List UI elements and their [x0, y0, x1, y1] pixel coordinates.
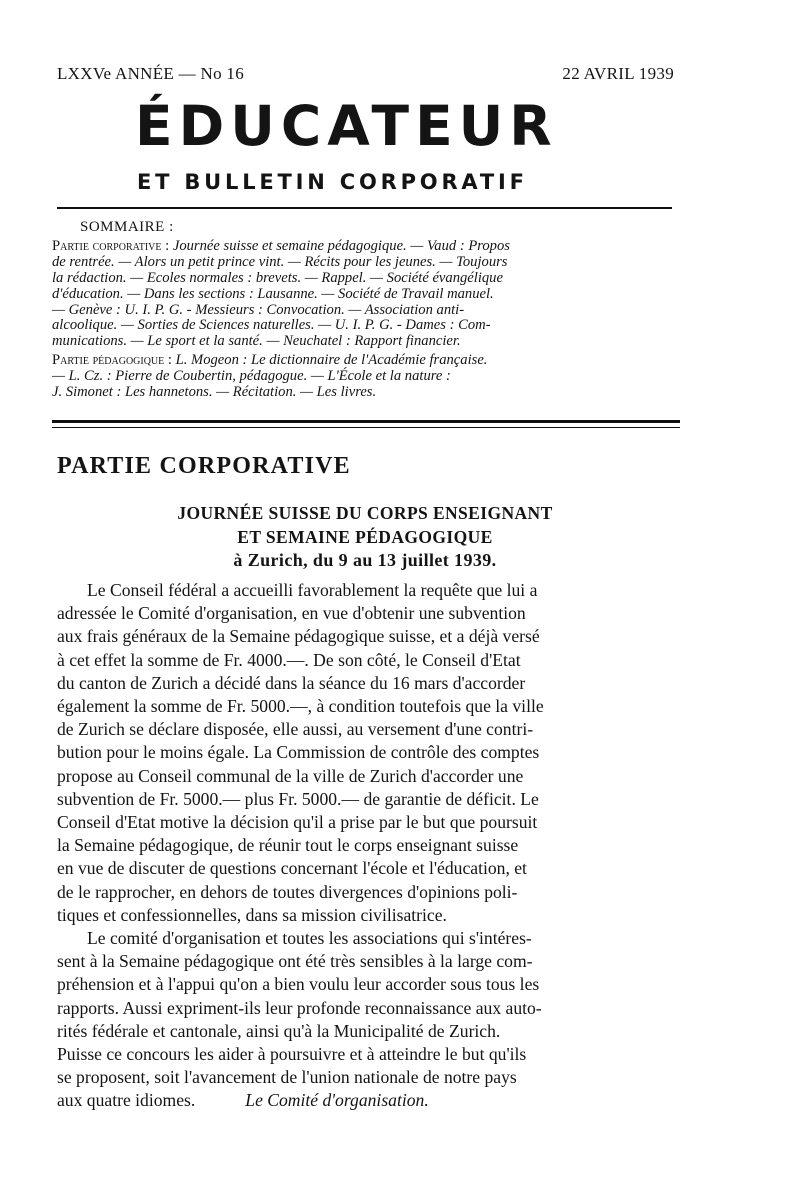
text-line: la Semaine pédagogique, de réunir tout le corps enseignant suisse [57, 835, 519, 856]
toc-corporative-label: Partie corporative : [52, 237, 170, 254]
text-line: de le rapprocher, en dehors de toutes divergences d'opinions poli- [57, 881, 518, 902]
toc-line: de rentrée. — Alors un petit prince vint. — Récits pour les jeunes. — Toujours [52, 253, 508, 270]
article-body [57, 579, 683, 1113]
text-line: propose au Conseil communal de la ville de Zurich d'accorder une [57, 765, 524, 786]
text-line: rités fédérale et cantonale, ainsi qu'à la Municipalité de Zurich. [57, 1020, 501, 1041]
paragraph-1 [57, 579, 683, 927]
article-heading-line: JOURNÉE SUISSE DU CORPS ENSEIGNANT [177, 503, 553, 523]
toc-line: munications. — Le sport et la santé. — Neuchatel : Rapport financier. [52, 333, 461, 350]
table-of-contents [52, 220, 676, 404]
paragraph-2 [57, 927, 683, 1113]
article-heading-line: ET SEMAINE PÉDAGOGIQUE [237, 526, 493, 547]
text-line: aux frais généraux de la Semaine pédagogique suisse, et a déjà versé [57, 626, 540, 647]
toc-line: Journée suisse et semaine pédagogique. — Vaud : Propos [172, 237, 510, 254]
masthead-subtitle: ET BULLETIN CORPORATIF [137, 170, 528, 194]
issue-date: 22 AVRIL 1939 [562, 64, 674, 83]
text-line: préhension et à l'appui qu'on a bien voulu leur accorder sous tous les [57, 974, 540, 995]
closing-text: aux quatre idiomes. [57, 1090, 196, 1111]
issue-number: LXXVe ANNÉE — No 16 [57, 64, 245, 83]
text-line: sent à la Semaine pédagogique ont été très sensibles à la large com- [57, 951, 533, 972]
text-line: également la somme de Fr. 5000.—, à condition toutefois que la ville [57, 696, 544, 717]
header-rule [57, 207, 672, 209]
article-dates: à Zurich, du 9 au 13 juillet 1939. [233, 550, 497, 570]
toc-line: d'éducation. — Dans les sections : Lausanne. — Société de Travail manuel. [52, 285, 494, 302]
toc-line: J. Simonet : Les hannetons. — Récitation. — Les livres. [52, 384, 377, 401]
text-line: Le comité d'organisation et toutes les associations qui s'intéres- [87, 928, 532, 949]
text-line: du canton de Zurich a décidé dans la séance du 16 mars d'accorder [57, 672, 526, 693]
toc-line: la rédaction. — Ecoles normales : brevets. — Rappel. — Société évangélique [52, 269, 503, 286]
closing-line [57, 1089, 683, 1112]
text-line: Le Conseil fédéral a accueilli favorablement la requête que lui a [87, 580, 538, 600]
section-title: PARTIE CORPORATIVE [57, 453, 351, 479]
issue-header [57, 64, 674, 84]
text-line: subvention de Fr. 5000.— plus Fr. 5000.— de garantie de déficit. Le [57, 788, 539, 809]
toc-line: — Genève : U. I. P. G. - Messieurs : Convocation. — Association anti- [52, 301, 465, 318]
toc-line: L. Mogeon : Le dictionnaire de l'Académie française. [175, 352, 488, 369]
text-line: Puisse ce concours les aider à poursuivre et à atteindre le but qu'ils [57, 1044, 527, 1065]
toc-pedagogique [52, 353, 676, 401]
toc-pedagogique-label: Partie pédagogique : [52, 352, 172, 369]
toc-line: — L. Cz. : Pierre de Coubertin, pédagogue. — L'École et la nature : [52, 368, 451, 385]
signature: Le Comité d'organisation. [245, 1090, 429, 1111]
section-divider-thin [52, 427, 680, 428]
toc-heading: SOMMAIRE : [80, 219, 174, 235]
text-line: adressée le Comité d'organisation, en vue d'obtenir une subvention [57, 603, 526, 624]
article-heading [60, 502, 670, 573]
toc-corporative [52, 239, 676, 350]
toc-line: alcoolique. — Sorties de Sciences naturelles. — U. I. P. G. - Dames : Com- [52, 317, 491, 334]
text-line: Conseil d'Etat motive la décision qu'il a prise par le but que poursuit [57, 812, 538, 833]
text-line: en vue de discuter de questions concernant l'école et l'éducation, et [57, 858, 527, 879]
text-line: tiques et confessionnelles, dans sa mission civilisatrice. [57, 904, 447, 925]
text-line: de Zurich se déclare disposée, elle aussi, au versement d'une contri- [57, 719, 534, 740]
text-line: rapports. Aussi expriment-ils leur profonde reconnaissance aux auto- [57, 997, 542, 1018]
section-divider-thick [52, 420, 680, 423]
text-line: se proposent, soit l'avancement de l'union nationale de notre pays [57, 1067, 517, 1088]
text-line: à cet effet la somme de Fr. 4000.—. De son côté, le Conseil d'Etat [57, 649, 521, 670]
text-line: bution pour le moins égale. La Commission de contrôle des comptes [57, 742, 540, 763]
masthead-title: ÉDUCATEUR [135, 94, 558, 158]
